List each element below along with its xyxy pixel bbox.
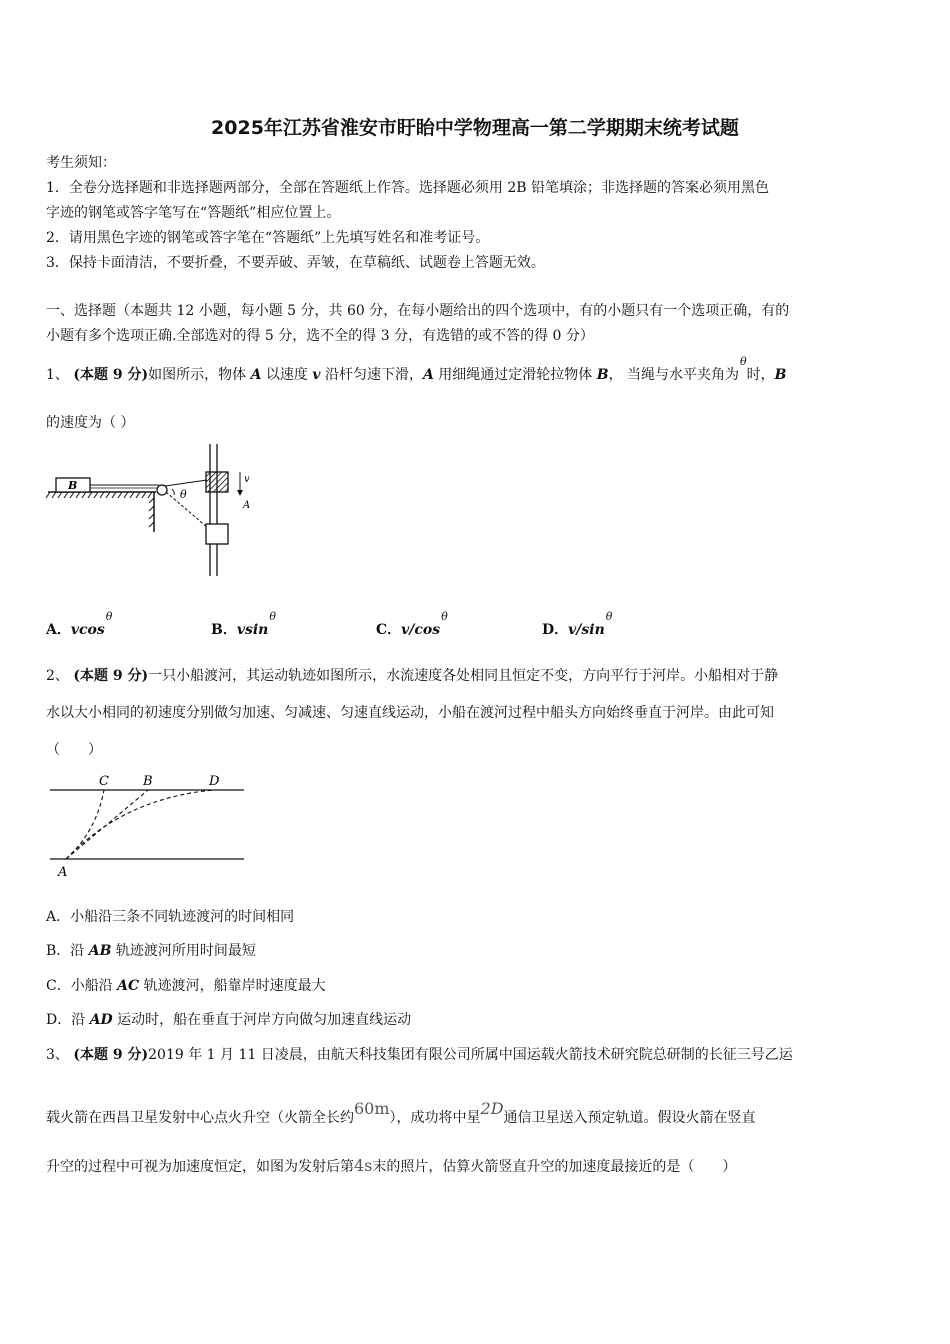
q1-option-b[interactable] [211, 610, 276, 641]
q3-text: 2019 年 1 月 11 日凌晨，由航天科技集团有限公司所属中国运载火箭技术研究院总研制的长征三号乙运 [148, 1047, 793, 1063]
q3-text: 末的照片，估算火箭竖直升空的加速度最接近的是（ ） [372, 1159, 737, 1175]
q1-theta: θ [269, 610, 276, 623]
q1-fig-block-a-lower [206, 524, 228, 544]
option-variable: AB [88, 943, 112, 959]
q3-math-60m: 60m [354, 1099, 390, 1118]
option-variable: AD [89, 1012, 113, 1028]
q2-figure-river [44, 770, 254, 880]
q3-text: 通信卫星送入预定轨道。假设火箭在竖直 [503, 1110, 756, 1126]
question-3-stem [46, 1045, 793, 1065]
notice-item-2: 2．请用黑色字迹的钢笔或答字笔在“答题纸”上先填写姓名和准考证号。 [46, 230, 490, 246]
question-1-stem [46, 355, 787, 386]
option-label: A． [46, 622, 71, 638]
option-variable: AC [117, 978, 140, 994]
q1-text: 如图所示，物体 [148, 367, 251, 383]
q1-fig-rope-dashed [166, 492, 208, 528]
option-expression: vsin [236, 622, 269, 638]
q3-text: 载火箭在西昌卫星发射中心点火升空（火箭全长约 [46, 1110, 354, 1126]
option-expression: v/cos [401, 622, 441, 638]
option-expression: vcos [70, 622, 105, 638]
q3-text: ），成功将中星 [389, 1110, 481, 1126]
q2-option-c[interactable] [46, 976, 326, 996]
section-instructions-line2: 小题有多个选项正确.全部选对的得 5 分，选不全的得 3 分，有选错的或不答的得 0 分） [46, 328, 594, 344]
q1-option-a[interactable] [46, 610, 113, 641]
q2-option-a[interactable] [46, 907, 294, 927]
question-2-stem [46, 666, 778, 686]
q1-var-b: B [774, 367, 787, 383]
q1-option-d[interactable] [542, 610, 613, 641]
q3-math-2d: 2D [480, 1099, 504, 1118]
q1-score: (本题 9 分) [73, 367, 149, 383]
question-3-line3 [46, 1156, 736, 1177]
q1-option-c[interactable] [376, 610, 448, 641]
q2-fig-label-b: B [143, 774, 153, 789]
option-label: C． [376, 622, 402, 638]
q1-text: 用细绳通过定滑轮拉物体 [433, 367, 597, 383]
q3-math-4s: 4s [354, 1156, 373, 1175]
q3-text: 升空的过程中可视为加速度恒定，如图为发射后第 [46, 1159, 354, 1175]
q1-var-a: A [422, 367, 434, 383]
q1-fig-label-theta: θ [180, 488, 187, 501]
page-title: 2025年江苏省淮安市盱眙中学物理高一第二学期期末统考试题 [211, 117, 739, 139]
notice-heading: 考生须知： [46, 155, 116, 171]
q2-score: (本题 9 分) [73, 668, 149, 684]
notice-item-3: 3．保持卡面清洁，不要折叠，不要弄破、弄皱，在草稿纸、试题卷上答题无效。 [46, 255, 545, 271]
q2-number: 2、 [46, 668, 69, 684]
q3-number: 3、 [46, 1047, 69, 1063]
option-expression: v/sin [568, 622, 605, 638]
q2-fig-label-c: C [99, 774, 109, 789]
q1-theta: θ [740, 355, 747, 368]
q2-fig-label-a: A [58, 865, 68, 880]
q1-text: 时， [746, 367, 775, 383]
option-text: 轨迹渡河，船靠岸时速度最大 [139, 978, 326, 994]
q2-text: 一只小船渡河，其运动轨迹如图所示，水流速度各处相同且恒定不变，方向平行于河岸。小船相对于静 [148, 668, 779, 684]
option-text: 轨迹渡河所用时间最短 [111, 943, 256, 959]
q1-var-a: A [250, 367, 262, 383]
q1-var-b: B [596, 367, 609, 383]
option-label: D． [542, 622, 569, 638]
option-text: C．小船沿 [46, 978, 118, 994]
option-text: A．小船沿三条不同轨迹渡河的时间相同 [46, 909, 295, 925]
q1-fig-label-b: B [68, 479, 78, 492]
q1-figure-pulley [44, 440, 274, 580]
option-text: B．沿 [46, 943, 89, 959]
q1-fig-block-a [206, 472, 228, 492]
question-2-line3: （ ） [46, 742, 102, 758]
question-3-line2 [46, 1099, 756, 1128]
section-instructions-line1: 一、选择题（本题共 12 小题，每小题 5 分，共 60 分，在每小题给出的四个选项中，有的小题只有一个选项正确，有的 [46, 303, 790, 319]
q1-fig-label-a: A [243, 500, 251, 511]
q3-score: (本题 9 分) [73, 1047, 149, 1063]
q1-theta: θ [605, 610, 613, 623]
q2-fig-path-ab [66, 790, 148, 859]
q1-fig-table-hatch [46, 492, 152, 498]
q1-theta: θ [441, 610, 448, 623]
q2-fig-path-ac [66, 790, 104, 859]
q2-option-d[interactable] [46, 1010, 411, 1030]
option-text: 运动时，船在垂直于河岸方向做匀加速直线运动 [112, 1012, 412, 1028]
q1-text: ， 当绳与水平夹角为 [608, 367, 740, 383]
notice-item-1b: 字迹的钢笔或答字笔写在“答题纸”相应位置上。 [46, 205, 341, 221]
q1-text: 沿杆匀速下滑， [320, 367, 423, 383]
question-2-line2: 水以大小相同的初速度分别做匀加速、匀减速、匀速直线运动，小船在渡河过程中船头方向始终垂直于河岸。由此可知 [46, 705, 774, 721]
notice-item-1a: 1．全卷分选择题和非选择题两部分，全部在答题纸上作答。选择题必须用 2B 铅笔填涂；非选择题的答案必须用黑色 [46, 180, 769, 196]
option-text: D．沿 [46, 1012, 90, 1028]
q2-option-b[interactable] [46, 941, 256, 961]
question-1-line2: 的速度为（ ） [46, 415, 135, 431]
q1-fig-pulley [157, 485, 167, 495]
q2-fig-label-d: D [209, 774, 220, 789]
option-label: B． [211, 622, 237, 638]
q2-fig-path-ad [66, 790, 214, 859]
q1-fig-rope-to-a [165, 480, 207, 486]
q1-number: 1、 [46, 367, 69, 383]
q1-text: 以速度 [261, 367, 313, 383]
q1-theta: θ [105, 610, 113, 623]
q1-var-v: v [312, 367, 321, 383]
q1-fig-label-v: v [244, 474, 250, 485]
